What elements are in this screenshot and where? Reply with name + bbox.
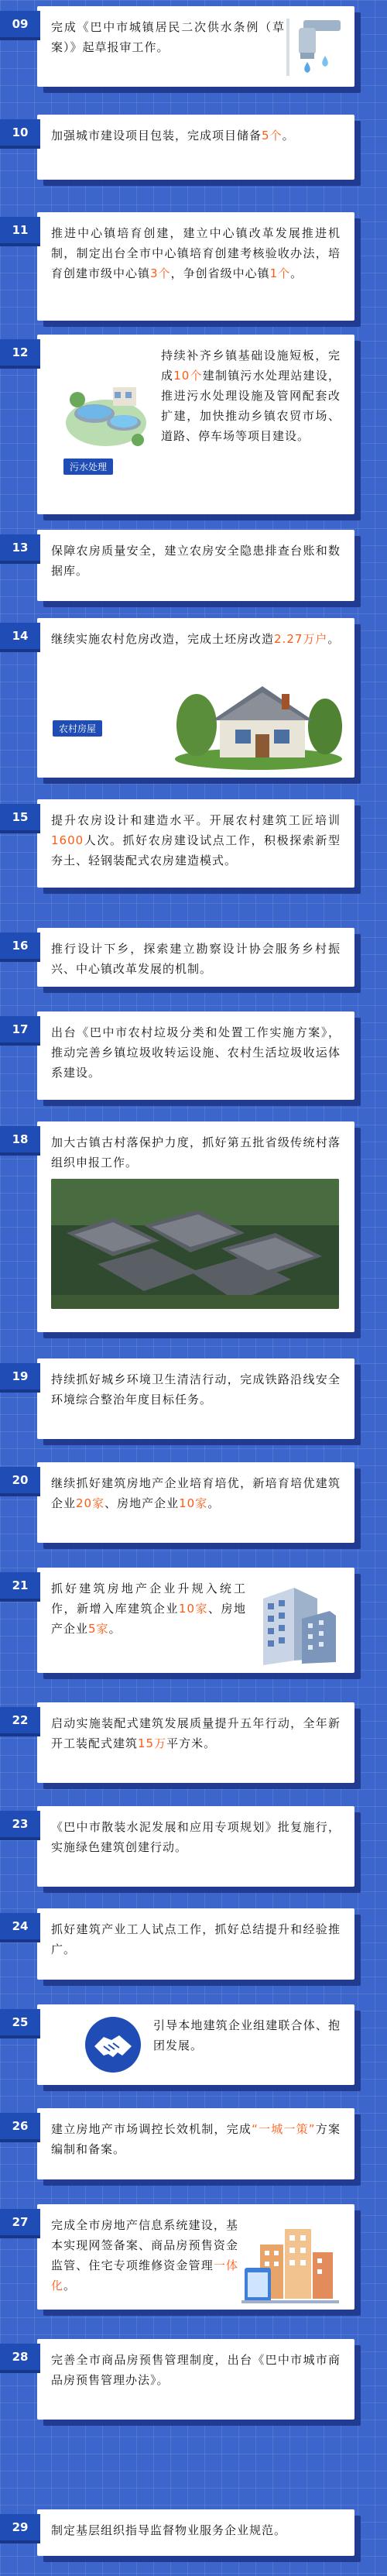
text-segment: 。 xyxy=(108,1622,122,1636)
text-segment: 建制镇污水处理站建设，推进污水处理设施及管网配套改扩建，加快推动乡镇农贸市场、道路、停车场等项目建设。 xyxy=(161,369,341,443)
item-card xyxy=(37,335,354,514)
text-segment: 。 xyxy=(327,632,341,646)
highlight-number: “一城一策” xyxy=(252,2122,316,2136)
item-number-badge: 11 xyxy=(0,217,40,243)
item-number-badge: 27 xyxy=(0,2209,40,2235)
item-text xyxy=(51,1919,341,1959)
housing-info-system-icon xyxy=(241,2214,339,2305)
item-number-badge: 28 xyxy=(0,2344,40,2370)
text-segment: 出台《巴中市农村垃圾分类和处置工作实施方案》，推动完善乡镇垃圾收转运设施、农村生活垃圾收运体系建设。 xyxy=(51,1025,341,1080)
highlight-number: 1600 xyxy=(51,833,84,847)
item-text xyxy=(51,939,341,979)
item-number-badge: 18 xyxy=(0,1126,40,1152)
sewage-treatment-icon xyxy=(63,369,149,454)
item-number-badge: 21 xyxy=(0,1572,40,1599)
item-card xyxy=(37,1908,354,1980)
item-card xyxy=(37,2509,354,2556)
text-segment: 持续补齐乡镇基础设施短板，完成 xyxy=(161,349,341,383)
text-segment: 持续抓好城乡环境卫生清洁行动，完成铁路沿线安全环境综合整治年度目标任务。 xyxy=(51,1372,341,1406)
item-number-badge: 20 xyxy=(0,1467,40,1493)
item-number-badge: 12 xyxy=(0,339,40,366)
sewage-treatment-tag: 污水处理 xyxy=(63,459,113,475)
text-segment: 抓好建筑房地产企业升规入统工作，新增入库建筑企业 xyxy=(51,1582,246,1616)
item-text xyxy=(51,1578,246,1639)
text-segment: 建立房地产市场调控长效机制，完成 xyxy=(51,2122,252,2136)
item-text xyxy=(153,2015,341,2056)
water-tap-icon xyxy=(286,19,342,76)
item-number-badge: 26 xyxy=(0,2113,40,2139)
text-segment: 推行设计下乡，探索建立勘察设计协会服务乡村振兴、中心镇改革发展的机制。 xyxy=(51,942,341,976)
item-text xyxy=(161,345,341,446)
item-card xyxy=(37,1702,354,1783)
text-segment: 保障农房质量安全，建立农房安全隐患排查台账和数据库。 xyxy=(51,544,341,578)
text-segment: ，争创省级中心镇 xyxy=(170,266,270,280)
text-segment: 启动实施装配式建筑发展质量提升五年行动，全年新开工装配式建筑 xyxy=(51,1716,341,1750)
item-number-badge: 16 xyxy=(0,933,40,959)
text-segment: 、房地产企业 xyxy=(104,1496,180,1510)
text-segment: 抓好建筑产业工人试点工作，抓好总结提升和经验推广。 xyxy=(51,1922,341,1956)
item-number-badge: 23 xyxy=(0,1811,40,1837)
item-card xyxy=(37,1012,354,1100)
item-text xyxy=(51,2215,238,2296)
highlight-number: 5家 xyxy=(88,1622,109,1636)
item-text xyxy=(51,17,285,57)
item-number-badge: 22 xyxy=(0,1707,40,1733)
text-segment: 、房地产企业 xyxy=(51,1602,246,1636)
text-segment: 加强城市建设项目包装，完成项目储备 xyxy=(51,129,262,143)
item-text xyxy=(51,1713,341,1753)
highlight-number: 2.27万户 xyxy=(274,632,328,646)
item-number-badge: 13 xyxy=(0,534,40,561)
item-card xyxy=(37,212,354,321)
text-segment: 。 xyxy=(282,129,295,143)
text-segment: 继续实施农村危房改造，完成土坯房改造 xyxy=(51,632,275,646)
ancient-town-photo xyxy=(51,1179,339,1309)
text-segment: 引导本地建筑企业组建联合体、抱团发展。 xyxy=(153,2018,341,2052)
text-segment: 《巴中市散装水泥发展和应用专项规划》批复施行，实施绿色建筑创建行动。 xyxy=(51,1820,341,1854)
text-segment: 制定基层组织指导监督物业服务企业规范。 xyxy=(51,2523,287,2537)
handshake-icon xyxy=(84,2015,142,2074)
item-card xyxy=(37,2339,354,2420)
highlight-number: 20家 xyxy=(76,1496,105,1510)
item-card xyxy=(37,6,354,87)
rural-house-illustration xyxy=(173,678,344,770)
item-text xyxy=(51,1022,341,1083)
highlight-number: 一体化 xyxy=(51,2258,238,2293)
highlight-number: 10家 xyxy=(178,1602,208,1616)
highlight-number: 10个 xyxy=(173,369,203,383)
item-text xyxy=(51,1132,341,1173)
highlight-number: 10家 xyxy=(179,1496,208,1510)
item-card xyxy=(37,1121,354,1332)
item-text xyxy=(51,2350,341,2390)
text-segment: 继续抓好建筑房地产企业培育培优，新培育培优建筑企业 xyxy=(51,1476,341,1510)
item-card xyxy=(37,1806,354,1887)
item-text xyxy=(51,223,341,283)
item-number-badge: 17 xyxy=(0,1016,40,1042)
item-text xyxy=(51,125,341,146)
item-card xyxy=(37,1568,354,1673)
text-segment: 。 xyxy=(207,1496,221,1510)
item-card xyxy=(37,799,354,888)
text-segment: 提升农房设计和建造水平。开展农村建筑工匠培训 xyxy=(51,813,341,827)
item-card xyxy=(37,618,354,778)
text-segment: 推进中心镇培育创建，建立中心镇改革发展推进机制，制定出台全市中心镇培育创建考核验收办法，培育创建市级中心镇 xyxy=(51,226,341,280)
item-card xyxy=(37,2204,354,2310)
item-card xyxy=(37,1358,354,1439)
office-buildings-icon xyxy=(255,1575,341,1667)
text-segment: 完善全市商品房预售管理制度，出台《巴中市城市商品房预售管理办法》。 xyxy=(51,2353,341,2387)
item-number-badge: 09 xyxy=(0,11,40,37)
text-segment: 。 xyxy=(290,266,303,280)
item-text xyxy=(51,629,341,649)
rural-house-tag: 农村房屋 xyxy=(53,720,102,737)
text-segment: 加大古镇古村落保护力度，抓好第五批省级传统村落组织申报工作。 xyxy=(51,1135,341,1170)
item-number-badge: 10 xyxy=(0,119,40,146)
text-segment: 完成《巴中市城镇居民二次供水条例（草案）》起草报审工作。 xyxy=(51,20,285,54)
item-card xyxy=(37,2004,354,2085)
text-segment: 人次。抓好农房建设试点工作，积极探索新型夯土、轻钢装配式农房建造模式。 xyxy=(51,833,341,867)
item-number-badge: 15 xyxy=(0,804,40,830)
item-text xyxy=(51,1817,341,1857)
item-card xyxy=(37,928,354,987)
item-text xyxy=(51,2119,341,2159)
item-number-badge: 19 xyxy=(0,1363,40,1389)
highlight-number: 1个 xyxy=(269,266,291,280)
text-segment: 。 xyxy=(63,2279,77,2293)
item-text xyxy=(51,541,341,581)
item-text xyxy=(51,1473,341,1513)
text-segment: 方案编制和备案。 xyxy=(51,2122,341,2156)
highlight-number: 15万 xyxy=(138,1736,167,1750)
highlight-number: 5个 xyxy=(262,129,283,143)
item-text xyxy=(51,2520,341,2540)
item-card xyxy=(37,2108,354,2179)
item-text xyxy=(51,810,341,871)
item-card xyxy=(37,530,354,601)
text-segment: 平方米。 xyxy=(166,1736,217,1750)
item-number-badge: 25 xyxy=(0,2009,40,2035)
highlight-number: 3个 xyxy=(150,266,171,280)
text-segment: 完成全市房地产信息系统建设，基本实现网签备案、商品房预售资金监管、住宅专项维修资金管理 xyxy=(51,2218,238,2272)
item-number-badge: 14 xyxy=(0,623,40,649)
item-number-badge: 24 xyxy=(0,1913,40,1939)
item-text xyxy=(51,1369,341,1410)
item-card xyxy=(37,1462,354,1543)
item-number-badge: 29 xyxy=(0,2514,40,2540)
item-card xyxy=(37,115,354,180)
